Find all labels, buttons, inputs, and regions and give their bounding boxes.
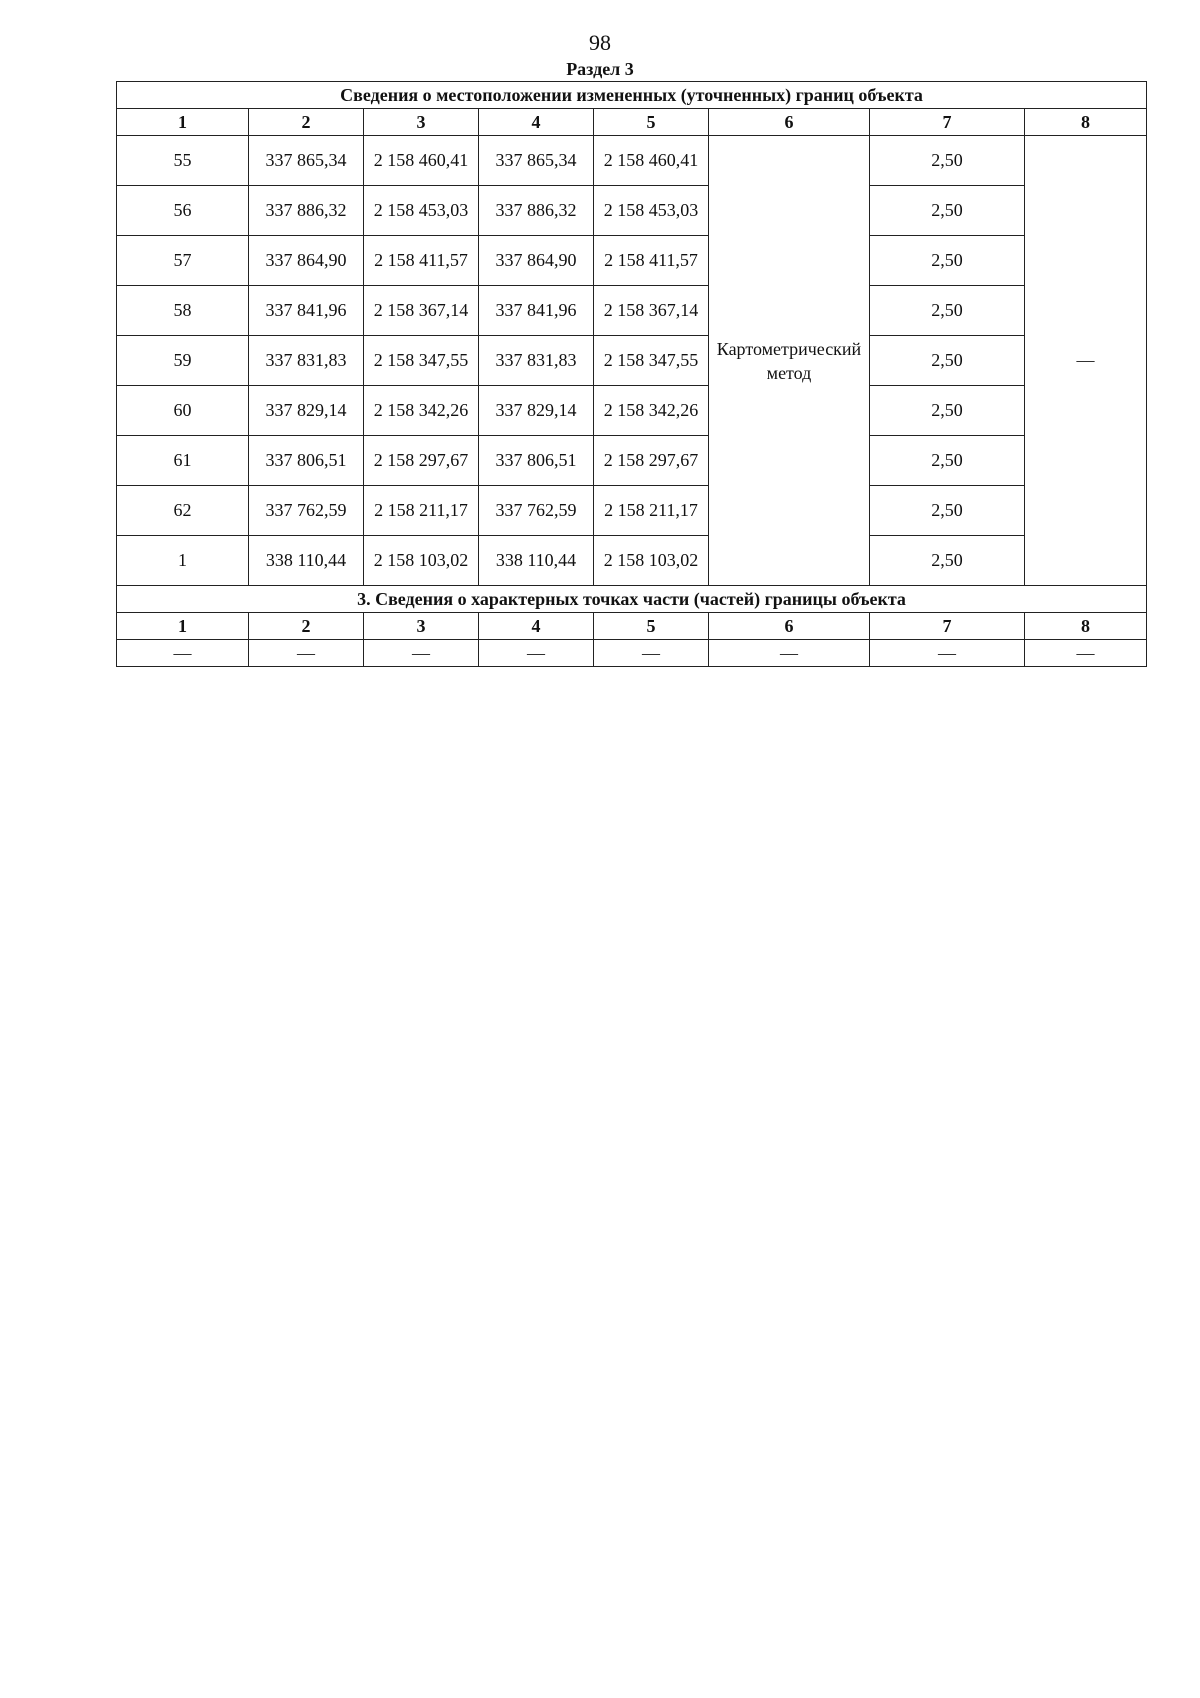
table-cell: 62 xyxy=(117,486,249,536)
table-cell: 337 806,51 xyxy=(249,436,364,486)
table-cell: 337 864,90 xyxy=(249,236,364,286)
table-cell: 59 xyxy=(117,336,249,386)
table-cell: 337 831,83 xyxy=(249,336,364,386)
table-cell: 57 xyxy=(117,236,249,286)
table-cell: 337 829,14 xyxy=(479,386,594,436)
table-cell: 2 158 211,17 xyxy=(364,486,479,536)
table-cell: 2 158 347,55 xyxy=(594,336,709,386)
table-cell: 2 158 211,17 xyxy=(594,486,709,536)
table-cell: 56 xyxy=(117,186,249,236)
table-cell: 61 xyxy=(117,436,249,486)
table-cell: 2,50 xyxy=(870,286,1025,336)
column-header: 7 xyxy=(870,613,1025,640)
table-cell: 55 xyxy=(117,136,249,186)
table-cell: 2 158 453,03 xyxy=(594,186,709,236)
table-cell: 337 865,34 xyxy=(249,136,364,186)
table-cell: 1 xyxy=(117,536,249,586)
table-cell: 2,50 xyxy=(870,536,1025,586)
table-cell: 337 762,59 xyxy=(479,486,594,536)
table-cell: 2,50 xyxy=(870,486,1025,536)
table-cell: — xyxy=(249,640,364,667)
table-row xyxy=(117,386,1147,436)
column-header: 5 xyxy=(594,109,709,136)
table-row xyxy=(117,436,1147,486)
table-cell: 2 158 347,55 xyxy=(364,336,479,386)
table-cell: 2 158 342,26 xyxy=(364,386,479,436)
table-cell: 2 158 367,14 xyxy=(364,286,479,336)
table-cell: 2 158 367,14 xyxy=(594,286,709,336)
table-cell: — xyxy=(364,640,479,667)
table-cell: 337 806,51 xyxy=(479,436,594,486)
table-cell: — xyxy=(1025,640,1147,667)
page-number: 98 xyxy=(589,30,611,55)
table-cell: 337 886,32 xyxy=(479,186,594,236)
table-cell: 2,50 xyxy=(870,136,1025,186)
table-cell: 2,50 xyxy=(870,236,1025,286)
method-cell: Картометрический метод xyxy=(709,136,870,586)
table-cell: 2 158 460,41 xyxy=(594,136,709,186)
column-header: 3 xyxy=(364,109,479,136)
table-cell: 58 xyxy=(117,286,249,336)
table-cell: 337 841,96 xyxy=(249,286,364,336)
table-cell: — xyxy=(870,640,1025,667)
table-cell: 337 864,90 xyxy=(479,236,594,286)
table-caption: Сведения о местоположении измененных (уточненных) границ объекта xyxy=(117,82,1147,109)
table-row xyxy=(117,136,1147,186)
table-cell: 337 865,34 xyxy=(479,136,594,186)
table-row xyxy=(117,640,1147,667)
table-cell: 337 829,14 xyxy=(249,386,364,436)
column-header: 4 xyxy=(479,109,594,136)
table-cell: 2,50 xyxy=(870,386,1025,436)
column-header: 1 xyxy=(117,109,249,136)
column-header: 6 xyxy=(709,613,870,640)
column-header: 2 xyxy=(249,109,364,136)
table-cell: 2 158 342,26 xyxy=(594,386,709,436)
table-cell: 2,50 xyxy=(870,186,1025,236)
section-title: Раздел 3 xyxy=(566,59,634,79)
column-header: 8 xyxy=(1025,109,1147,136)
column-header: 4 xyxy=(479,613,594,640)
column-header: 7 xyxy=(870,109,1025,136)
table-cell: — xyxy=(709,640,870,667)
table-cell: — xyxy=(479,640,594,667)
column-header: 3 xyxy=(364,613,479,640)
column-8-cell: — xyxy=(1025,136,1147,586)
table-cell: 2 158 297,67 xyxy=(594,436,709,486)
table-row xyxy=(117,486,1147,536)
table-cell: — xyxy=(594,640,709,667)
table-row xyxy=(117,536,1147,586)
table-cell: 2 158 103,02 xyxy=(594,536,709,586)
table-cell: 2 158 411,57 xyxy=(364,236,479,286)
table-row xyxy=(117,236,1147,286)
table-cell: 2,50 xyxy=(870,336,1025,386)
column-header: 5 xyxy=(594,613,709,640)
column-header: 6 xyxy=(709,109,870,136)
table-cell: 2 158 103,02 xyxy=(364,536,479,586)
table-cell: 2,50 xyxy=(870,436,1025,486)
table-cell: 2 158 411,57 xyxy=(594,236,709,286)
column-header: 1 xyxy=(117,613,249,640)
table-cell: 338 110,44 xyxy=(479,536,594,586)
table-cell: 337 841,96 xyxy=(479,286,594,336)
table-cell: 337 762,59 xyxy=(249,486,364,536)
table-cell: — xyxy=(117,640,249,667)
column-header: 2 xyxy=(249,613,364,640)
table-cell: 338 110,44 xyxy=(249,536,364,586)
column-header: 8 xyxy=(1025,613,1147,640)
table-cell: 337 831,83 xyxy=(479,336,594,386)
table-cell: 60 xyxy=(117,386,249,436)
table-cell: 2 158 453,03 xyxy=(364,186,479,236)
table-row xyxy=(117,336,1147,386)
table-cell: 337 886,32 xyxy=(249,186,364,236)
parts-section-caption: 3. Сведения о характерных точках части (частей) границы объекта xyxy=(117,586,1147,613)
table-row xyxy=(117,186,1147,236)
table-row xyxy=(117,286,1147,336)
boundary-table xyxy=(116,81,1147,667)
table-cell: 2 158 297,67 xyxy=(364,436,479,486)
table-cell: 2 158 460,41 xyxy=(364,136,479,186)
